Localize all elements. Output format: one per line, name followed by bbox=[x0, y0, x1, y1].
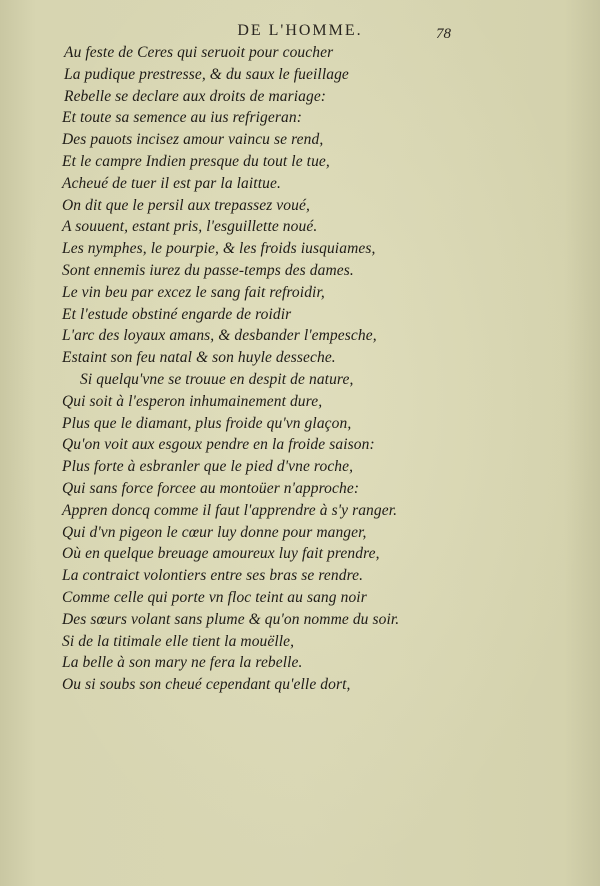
verse-line: Où en quelque breuage amoureux luy fait prendre, bbox=[62, 545, 380, 563]
page-number: 78 bbox=[436, 26, 451, 42]
verse-line: Estaint son feu natal & son huyle desseche. bbox=[62, 349, 336, 367]
verse-line: Qui soit à l'esperon inhumainement dure, bbox=[62, 392, 323, 410]
verse-line: La contraict volontiers entre ses bras se rendre. bbox=[62, 567, 364, 585]
verse-line: Plus forte à esbranler que le pied d'vne roche, bbox=[62, 458, 354, 476]
verse-line: La belle à son mary ne fera la rebelle. bbox=[62, 654, 303, 672]
verse-line: Appren doncq comme il faut l'apprendre à s'y ranger. bbox=[62, 501, 398, 519]
running-head: DE L'HOMME. bbox=[237, 22, 363, 39]
verse-line: Et le campre Indien presque du tout le tue, bbox=[62, 153, 330, 170]
verse-line: Des pauots incisez amour vaincu se rend, bbox=[62, 131, 324, 149]
verse-line: On dit que le persil aux trepassez voué, bbox=[62, 196, 310, 214]
verse-line: Comme celle qui porte vn floc teint au sang noir bbox=[62, 589, 367, 606]
verse-line: Si de la titimale elle tient la mouëlle, bbox=[62, 632, 295, 650]
verse-line: Sont ennemis iurez du passe-temps des dames. bbox=[62, 262, 354, 279]
verse-line: Qui d'vn pigeon le cœur luy donne pour manger, bbox=[62, 523, 367, 541]
verse-line: Et l'estude obstiné engarde de roidir bbox=[62, 305, 292, 323]
verse-line: Au feste de Ceres qui seruoit pour coucher bbox=[64, 44, 334, 61]
verse-line: Les nymphes, le pourpie, & les froids iusquiames, bbox=[62, 240, 376, 258]
verse-line: Acheué de tuer il est par la laittue. bbox=[62, 174, 281, 192]
verse-line: Et toute sa semence au ius refrigeran: bbox=[62, 109, 302, 127]
verse-line: A souuent, estant pris, l'esguillette noué. bbox=[62, 218, 318, 236]
verse-line: L'arc des loyaux amans, & desbander l'empesche, bbox=[62, 327, 377, 345]
verse-line: Qu'on voit aux esgoux pendre en la froide saison: bbox=[62, 436, 375, 454]
verse-line: La pudique prestresse, & du saux le fueillage bbox=[64, 65, 349, 83]
verse-line: Si quelqu'vne se trouue en despit de nature, bbox=[80, 371, 354, 388]
verse-line: Des sœurs volant sans plume & qu'on nomme du soir. bbox=[62, 610, 400, 628]
verse-line: Qui sans force forcee au montoüer n'approche: bbox=[62, 480, 360, 497]
verse-line: Rebelle se declare aux droits de mariage: bbox=[64, 87, 327, 105]
verse-line: Ou si soubs son cheué cependant qu'elle dort, bbox=[62, 676, 351, 694]
verse-line: Plus que le diamant, plus froide qu'vn glaçon, bbox=[62, 414, 352, 432]
verse-line: Le vin beu par excez le sang fait refroidir, bbox=[62, 283, 325, 301]
